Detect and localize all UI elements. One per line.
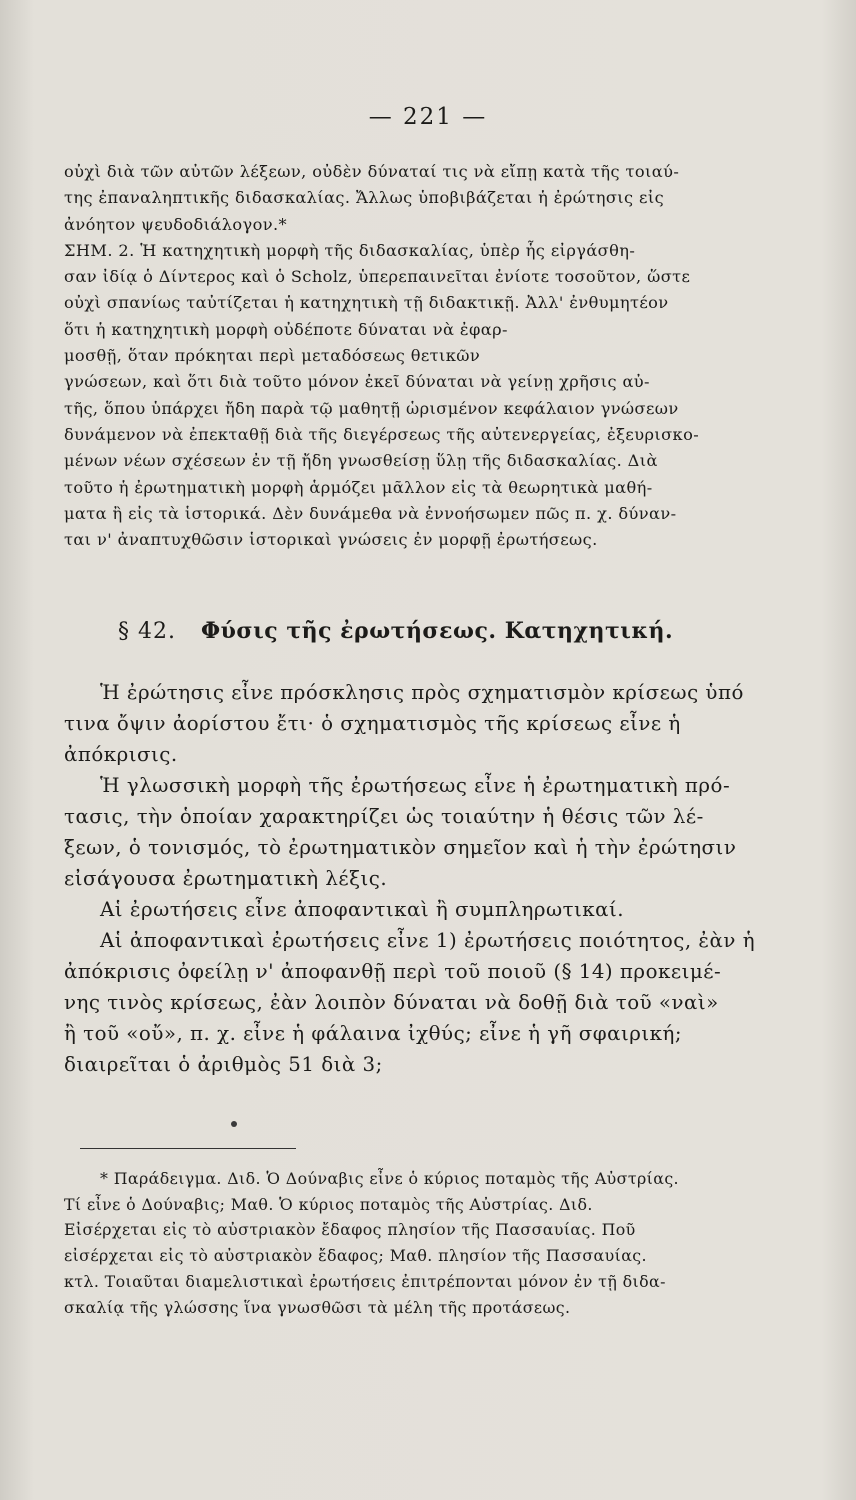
- text-line: δυνάμενον νὰ ἐπεκταθῇ διὰ τῆς διεγέρσεως τῆς αὐτενεργείας, ἐξευρισκο-: [64, 424, 700, 444]
- text-line: τοῦτο ἡ ἐρωτηματικὴ μορφὴ ἁρμόζει μᾶλλον εἰς τὰ θεωρητικὰ μαθή-: [64, 477, 653, 497]
- text-line: τῆς, ὅπου ὑπάρχει ἤδη παρὰ τῷ μαθητῇ ὡρισμένον κεφάλαιον γνώσεων: [64, 398, 679, 418]
- text-line: γνώσεων, καὶ ὅτι διὰ τοῦτο μόνον ἐκεῖ δύναται νὰ γείνῃ χρῆσις αὐ-: [64, 372, 650, 392]
- text-line: μοσθῇ, ὅταν πρόκηται περὶ μεταδόσεως θετικῶν: [64, 346, 481, 366]
- footnote-line: εἰσέρχεται εἰς τὸ αὐστριακὸν ἔδαφος; Μαθ. πλησίον τῆς Πασσαυίας.: [64, 1246, 647, 1266]
- section-number: § 42.: [118, 619, 176, 644]
- footnote-line: σκαλίᾳ τῆς γλώσσης ἵνα γνωσθῶσι τὰ μέλη τῆς προτάσεως.: [64, 1297, 571, 1317]
- paragraph-line: Αἱ ἐρωτήσεις εἶνε ἀποφαντικαὶ ἢ συμπληρωτικαί.: [100, 898, 625, 921]
- main-text-block: [64, 677, 764, 1080]
- paragraph-line: Ἡ ἐρώτησις εἶνε πρόσκλησις πρὸς σχηματισμὸν κρίσεως ὑπό: [100, 681, 744, 704]
- text-line: σαν ἰδίᾳ ὁ Δίντερος καὶ ὁ Scholz, ὑπερεπαινεῖται ἐνίοτε τοσοῦτον, ὥστε: [64, 267, 691, 287]
- paragraph-line: τινα ὄψιν ἀορίστου ἔτι· ὁ σχηματισμὸς τῆς κρίσεως εἶνε ἡ: [64, 712, 681, 735]
- footnote-line: κτλ. Τοιαῦται διαμελιστικαὶ ἐρωτήσεις ἐπιτρέπονται μόνον ἐν τῇ διδα-: [64, 1271, 666, 1291]
- paragraph-line: ἀπόκρισις ὀφείλῃ ν' ἀποφανθῇ περὶ τοῦ ποιοῦ (§ 14) προκειμέ-: [64, 960, 722, 983]
- paragraph-line: ξεων, ὁ τονισμός, τὸ ἐρωτηματικὸν σημεῖον καὶ ἡ τὴν ἐρώτησιν: [64, 836, 737, 859]
- text-line: ὅτι ἡ κατηχητικὴ μορφὴ οὐδέποτε δύναται νὰ ἐφαρ-: [64, 319, 508, 339]
- paragraph-line: νης τινὸς κρίσεως, ἐὰν λοιπὸν δύναται νὰ δοθῇ διὰ τοῦ «ναὶ»: [64, 991, 719, 1014]
- text-line: ματα ἢ εἰς τὰ ἱστορικά. Δὲν δυνάμεθα νὰ ἐννοήσωμεν πῶς π. χ. δύναν-: [64, 503, 677, 523]
- upper-text-block: [64, 159, 764, 553]
- footnote-block: [64, 1166, 764, 1320]
- paragraph-line: τασις, τὴν ὁποίαν χαρακτηρίζει ὡς τοιαύτην ἡ θέσις τῶν λέ-: [64, 805, 704, 828]
- text-line: οὐχὶ σπανίως ταὐτίζεται ἡ κατηχητικὴ τῇ διδακτικῇ. Ἀλλ' ἐνθυμητέον: [64, 293, 669, 313]
- footnote-line: * Παράδειγμα. Διδ. Ὁ Δούναβις εἶνε ὁ κύριος ποταμὸς τῆς Αὐστρίας.: [100, 1169, 679, 1188]
- footnote-line: Τί εἶνε ὁ Δούναβις; Μαθ. Ὁ κύριος ποταμὸς τῆς Αὐστρίας. Διδ.: [64, 1194, 593, 1214]
- section-title: Φύσις τῆς ἐρωτήσεως. Κατηχητική.: [200, 618, 674, 644]
- paragraph-line: εἰσάγουσα ἐρωτηματικὴ λέξις.: [64, 867, 388, 890]
- text-line: μένων νέων σχέσεων ἐν τῇ ἤδη γνωσθείσῃ ὕλῃ τῆς διδασκαλίας. Διὰ: [64, 451, 658, 471]
- note-start-line: ΣΗΜ. 2. Ἡ κατηχητικὴ μορφὴ τῆς διδασκαλίας, ὑπὲρ ἧς εἰργάσθη-: [64, 240, 636, 260]
- text-line: της ἐπαναληπτικῆς διδασκαλίας. Ἄλλως ὑποβιβάζεται ἡ ἐρώτησις εἰς: [64, 188, 665, 208]
- paragraph-line: ἀπόκρισις.: [64, 743, 178, 766]
- paragraph-line: Ἡ γλωσσικὴ μορφὴ τῆς ἐρωτήσεως εἶνε ἡ ἐρωτηματικὴ πρό-: [100, 774, 731, 797]
- ink-dot: [231, 1121, 237, 1127]
- text-line: ἀνόητον ψευδοδιάλογον.*: [64, 214, 288, 234]
- page-number: — 221 —: [368, 104, 488, 130]
- paragraph-line: ἢ τοῦ «οὔ», π. χ. εἶνε ἡ φάλαινα ἰχθύς; εἶνε ἡ γῆ σφαιρική;: [64, 1022, 683, 1045]
- text-line: ται ν' ἀναπτυχθῶσιν ἱστορικαὶ γνώσεις ἐν μορφῇ ἐρωτήσεως.: [64, 530, 598, 550]
- paragraph-line: Αἱ ἀποφαντικαὶ ἐρωτήσεις εἶνε 1) ἐρωτήσεις ποιότητος, ἐὰν ἡ: [100, 929, 756, 952]
- paragraph-line: διαιρεῖται ὁ ἀριθμὸς 51 διὰ 3;: [64, 1053, 383, 1076]
- footnote-line: Εἰσέρχεται εἰς τὸ αὐστριακὸν ἔδαφος πλησίον τῆς Πασσαυίας. Ποῦ: [64, 1220, 636, 1240]
- text-line: οὐχὶ διὰ τῶν αὐτῶν λέξεων, οὐδὲν δύναταί τις νὰ εἴπῃ κατὰ τῆς τοιαύ-: [64, 162, 680, 181]
- section-heading: [118, 618, 758, 644]
- footnote-separator: [80, 1148, 296, 1149]
